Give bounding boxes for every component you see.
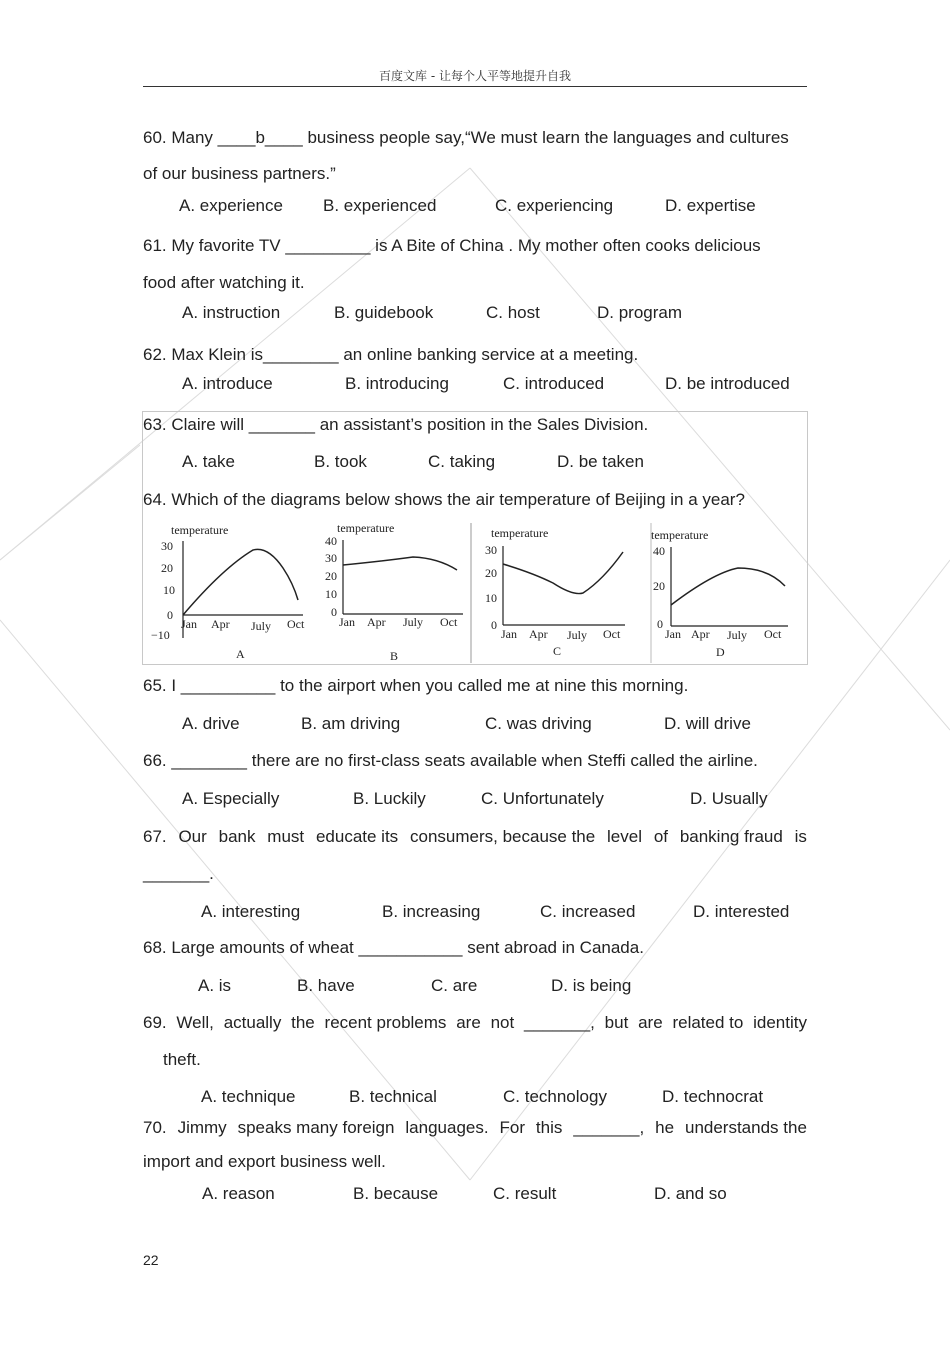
page-number: 22 — [143, 1252, 159, 1268]
diagram-b-tick: 20 — [325, 569, 337, 583]
q67-word: banking fraud — [679, 827, 783, 846]
diagram-c-caption: C — [553, 644, 562, 658]
header-divider — [143, 86, 807, 87]
diagram-b-month: Jan — [339, 615, 355, 629]
diagram-b-tick: 0 — [331, 605, 337, 619]
q69-word: the — [291, 1013, 315, 1032]
diagram-c-month: Apr — [529, 627, 548, 641]
question-68-text: 68. Large amounts of wheat ___________ sent abroad in Canada. — [143, 938, 644, 957]
diagram-d-curve — [671, 568, 785, 605]
q68-option-c[interactable]: C. are — [431, 976, 478, 995]
q68-option-a[interactable]: A. is — [198, 976, 232, 995]
question-60-text-cont: of our business partners.” — [143, 164, 336, 183]
diagram-b-tick: 10 — [325, 587, 337, 601]
diagram-b-month: Apr — [367, 615, 386, 629]
q70-word: this — [535, 1118, 563, 1137]
diagram-a-month: Jan — [181, 617, 197, 631]
q67-word: educate its — [315, 827, 399, 846]
q67-option-d[interactable]: D. interested — [693, 902, 790, 921]
question-70-text-cont: import and export business well. — [143, 1152, 386, 1171]
q67-option-c[interactable]: C. increased — [540, 902, 636, 921]
diagram-d-month: Apr — [691, 627, 710, 641]
q67-word: must — [267, 827, 305, 846]
q65-option-d[interactable]: D. will drive — [664, 714, 751, 733]
q66-option-d[interactable]: D. Usually — [690, 789, 768, 808]
q67-word: Our — [178, 827, 207, 846]
q70-word: speaks many foreign — [237, 1118, 395, 1137]
diagram-a[interactable] — [151, 523, 305, 661]
q63-option-d[interactable]: D. be taken — [557, 452, 644, 471]
q70-option-c[interactable]: C. result — [493, 1184, 557, 1203]
q62-option-b[interactable]: B. introducing — [345, 374, 449, 393]
diagram-c-tick: 10 — [485, 591, 497, 605]
q67-word: consumers, because the — [410, 827, 596, 846]
q60-option-b[interactable]: B. experienced — [323, 196, 437, 215]
diagram-d-tick: 20 — [653, 579, 665, 593]
q67-word: 67. — [143, 827, 167, 846]
question-67-text-cont: _______. — [143, 864, 214, 883]
diagram-c-tick: 30 — [485, 543, 497, 557]
diagram-a-tick: 20 — [161, 561, 173, 575]
question-60-text: 60. Many ____b____ business people say,“We must learn the languages and cultures — [143, 128, 789, 147]
diagram-a-month: Oct — [287, 617, 305, 631]
q70-option-b[interactable]: B. because — [353, 1184, 439, 1203]
q60-option-c[interactable]: C. experiencing — [495, 196, 614, 215]
question-61-text-cont: food after watching it. — [143, 273, 305, 292]
question-61-text: 61. My favorite TV _________ is A Bite of China . My mother often cooks delicious — [143, 236, 761, 255]
question-70-text — [143, 1118, 807, 1138]
q60-option-a[interactable]: A. experience — [179, 196, 283, 215]
question-63-text: 63. Claire will _______ an assistant’s position in the Sales Division. — [143, 415, 649, 434]
diagram-b-tick: 40 — [325, 534, 337, 548]
q67-word: of — [653, 827, 668, 846]
q63-option-b[interactable]: B. took — [314, 452, 367, 471]
q65-option-a[interactable]: A. drive — [182, 714, 240, 733]
diagram-a-caption: A — [236, 647, 245, 661]
q66-option-a[interactable]: A. Especially — [182, 789, 280, 808]
diagram-c[interactable] — [485, 526, 625, 658]
diagram-a-month: July — [251, 619, 272, 633]
diagram-c-month: Oct — [603, 627, 621, 641]
q65-option-c[interactable]: C. was driving — [485, 714, 592, 733]
q67-word: bank — [218, 827, 256, 846]
diagram-d-month: Jan — [665, 627, 681, 641]
diagram-b-curve — [343, 557, 457, 570]
q67-option-a[interactable]: A. interesting — [201, 902, 301, 921]
q67-word: is — [794, 827, 807, 846]
question-64-text: 64. Which of the diagrams below shows the air temperature of Beijing in a year? — [143, 490, 745, 509]
q69-word: 69. — [143, 1013, 167, 1032]
diagram-b-ylabel: temperature — [337, 521, 395, 535]
q67-option-b[interactable]: B. increasing — [382, 902, 481, 921]
q70-word: _______, — [573, 1118, 645, 1137]
temperature-diagrams — [143, 518, 807, 663]
q69-word: are — [456, 1013, 481, 1032]
q66-option-b[interactable]: B. Luckily — [353, 789, 426, 808]
diagram-d-month: Oct — [764, 627, 782, 641]
q60-option-d[interactable]: D. expertise — [665, 196, 756, 215]
q69-word: but — [604, 1013, 629, 1032]
q61-option-b[interactable]: B. guidebook — [334, 303, 434, 322]
diagram-d[interactable] — [651, 528, 788, 659]
question-69-text — [143, 1013, 807, 1033]
q69-option-b[interactable]: B. technical — [349, 1087, 437, 1106]
q69-word: are — [638, 1013, 663, 1032]
diagram-a-tick: 10 — [163, 583, 175, 597]
q70-word: For — [499, 1118, 525, 1137]
question-66-text: 66. ________ there are no first-class seats available when Steffi called the airline. — [143, 751, 758, 770]
diagram-b[interactable] — [325, 521, 463, 663]
q70-option-d[interactable]: D. and so — [654, 1184, 727, 1203]
q68-option-b[interactable]: B. have — [297, 976, 355, 995]
diagram-b-month: July — [403, 615, 424, 629]
diagram-c-curve — [503, 552, 623, 594]
q70-word: he — [655, 1118, 675, 1137]
q69-word: identity — [753, 1013, 807, 1032]
q69-word: actually — [223, 1013, 282, 1032]
q69-option-d[interactable]: D. technocrat — [662, 1087, 764, 1106]
diagram-a-month: Apr — [211, 617, 230, 631]
diagram-b-tick: 30 — [325, 551, 337, 565]
diagram-a-tick: −10 — [151, 628, 170, 642]
diagram-d-caption: D — [716, 645, 725, 659]
q62-option-a[interactable]: A. introduce — [182, 374, 273, 393]
question-69-text-cont: theft. — [163, 1050, 201, 1069]
q70-option-a[interactable]: A. reason — [202, 1184, 275, 1203]
question-67-text — [143, 827, 807, 847]
q62-option-c[interactable]: C. introduced — [503, 374, 605, 393]
q70-word: Jimmy — [177, 1118, 227, 1137]
q67-word: level — [607, 827, 642, 846]
q69-option-c[interactable]: C. technology — [503, 1087, 607, 1106]
diagram-a-ylabel: temperature — [171, 523, 229, 537]
q69-word: related to — [672, 1013, 744, 1032]
q61-option-a[interactable]: A. instruction — [182, 303, 281, 322]
diagram-b-caption: B — [390, 649, 399, 663]
q65-option-b[interactable]: B. am driving — [301, 714, 401, 733]
diagram-d-month: July — [727, 628, 748, 642]
diagram-a-tick: 30 — [161, 539, 173, 553]
diagram-c-tick: 0 — [491, 618, 497, 632]
diagram-c-month: July — [567, 628, 588, 642]
diagram-a-curve — [183, 549, 298, 615]
q62-option-d[interactable]: D. be introduced — [665, 374, 790, 393]
q69-word: recent problems — [324, 1013, 447, 1032]
diagram-c-month: Jan — [501, 627, 517, 641]
q69-word: _______, — [523, 1013, 595, 1032]
question-62-text: 62. Max Klein is________ an online banking service at a meeting. — [143, 345, 639, 364]
q69-option-a[interactable]: A. technique — [201, 1087, 296, 1106]
q68-option-d[interactable]: D. is being — [551, 976, 632, 995]
q63-option-c[interactable]: C. taking — [428, 452, 496, 471]
q69-word: not — [490, 1013, 515, 1032]
question-65-text: 65. I __________ to the airport when you called me at nine this morning. — [143, 676, 689, 695]
q69-word: Well, — [176, 1013, 214, 1032]
diagram-d-ylabel: temperature — [651, 528, 709, 542]
q63-option-a[interactable]: A. take — [182, 452, 235, 471]
q70-word: 70. — [143, 1118, 167, 1137]
q61-option-d[interactable]: D. program — [597, 303, 683, 322]
diagram-a-tick: 0 — [167, 608, 173, 622]
q70-word: languages. — [405, 1118, 489, 1137]
q70-word: understands the — [684, 1118, 807, 1137]
diagram-b-month: Oct — [440, 615, 458, 629]
diagram-c-tick: 20 — [485, 566, 497, 580]
diagram-d-tick: 0 — [657, 617, 663, 631]
page-header: 百度文库 - 让每个人平等地提升自我 — [379, 69, 571, 83]
q61-option-c[interactable]: C. host — [486, 303, 540, 322]
q66-option-c[interactable]: C. Unfortunately — [481, 789, 604, 808]
diagram-c-ylabel: temperature — [491, 526, 549, 540]
diagram-d-tick: 40 — [653, 544, 665, 558]
